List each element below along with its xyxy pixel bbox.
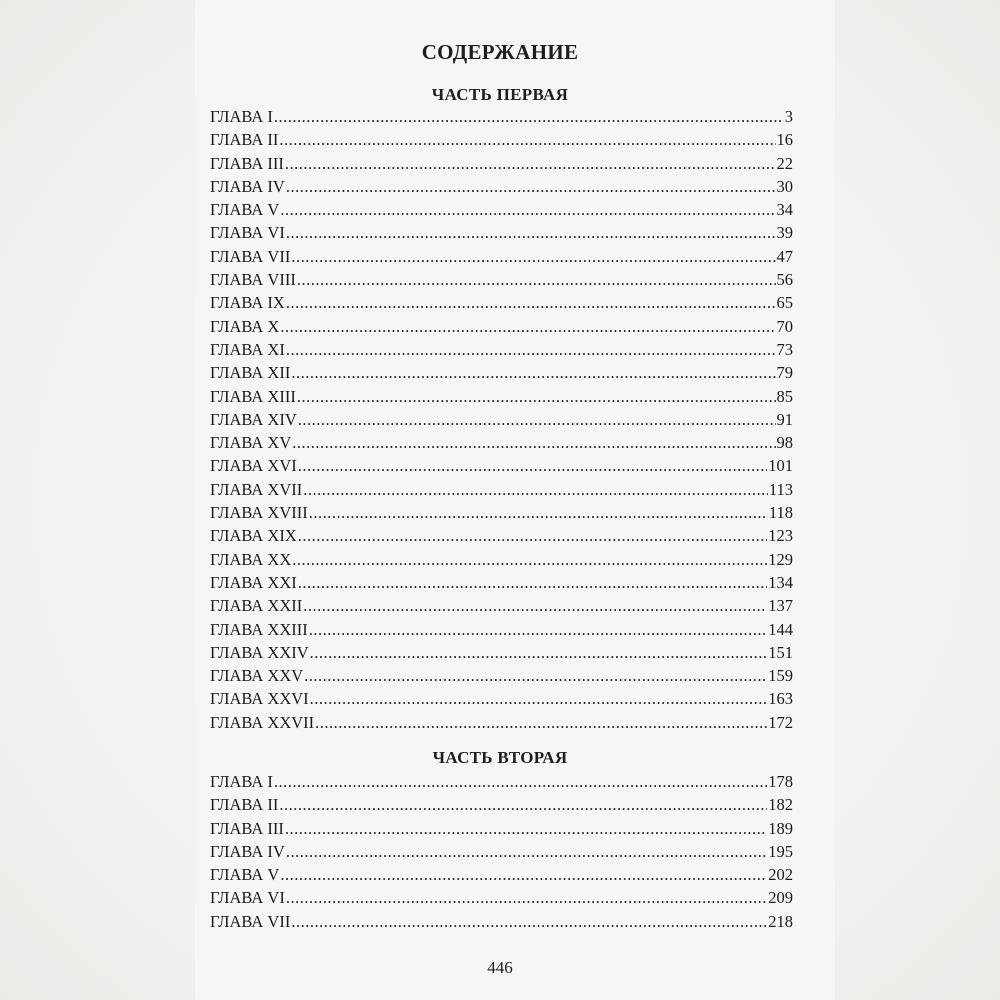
dot-leader bbox=[286, 842, 767, 862]
chapter-name: ГЛАВА XII bbox=[210, 363, 291, 383]
toc-entry bbox=[210, 130, 793, 153]
chapter-name: ГЛАВА XXIII bbox=[210, 619, 308, 639]
chapter-page-number: 129 bbox=[768, 549, 793, 569]
chapter-page-number: 202 bbox=[768, 865, 793, 885]
toc-entry bbox=[210, 456, 793, 479]
toc-entry bbox=[210, 643, 793, 666]
chapter-name: ГЛАВА VII bbox=[210, 911, 291, 931]
dot-leader bbox=[286, 340, 776, 360]
chapter-name: ГЛАВА XIV bbox=[210, 409, 297, 429]
chapter-page-number: 118 bbox=[768, 503, 793, 523]
chapter-name: ГЛАВА IV bbox=[210, 176, 285, 196]
chapter-page-number: 16 bbox=[776, 130, 793, 150]
chapter-name: ГЛАВА XVII bbox=[210, 479, 303, 499]
toc-entry bbox=[210, 433, 793, 456]
toc-entry bbox=[210, 223, 793, 246]
toc-entry bbox=[210, 772, 793, 795]
dot-leader bbox=[303, 596, 767, 616]
chapter-name: ГЛАВА X bbox=[210, 316, 280, 336]
chapter-name: ГЛАВА XIII bbox=[210, 386, 296, 406]
chapter-name: ГЛАВА V bbox=[210, 865, 280, 885]
toc-entry bbox=[210, 363, 793, 386]
chapter-name: ГЛАВА II bbox=[210, 795, 279, 815]
toc-entry bbox=[210, 713, 793, 736]
chapter-name: ГЛАВА XXII bbox=[210, 596, 303, 616]
chapter-page-number: 30 bbox=[776, 176, 793, 196]
chapter-name: ГЛАВА III bbox=[210, 818, 284, 838]
chapter-name: ГЛАВА XIX bbox=[210, 526, 297, 546]
chapter-name: ГЛАВА XVIII bbox=[210, 503, 308, 523]
toc-entry bbox=[210, 387, 793, 410]
dot-leader bbox=[285, 154, 776, 174]
toc-entry bbox=[210, 620, 793, 643]
dot-leader bbox=[298, 526, 768, 546]
toc-entry bbox=[210, 573, 793, 596]
chapter-page-number: 123 bbox=[768, 526, 793, 546]
part-two-toc bbox=[210, 772, 793, 935]
dot-leader bbox=[309, 620, 768, 640]
dot-leader bbox=[274, 107, 784, 127]
chapter-page-number: 65 bbox=[776, 293, 793, 313]
chapter-name: ГЛАВА VI bbox=[210, 223, 285, 243]
chapter-page-number: 209 bbox=[768, 888, 793, 908]
toc-entry bbox=[210, 107, 793, 130]
dot-leader bbox=[297, 387, 776, 407]
toc-entry bbox=[210, 270, 793, 293]
toc-entry bbox=[210, 865, 793, 888]
dot-leader bbox=[291, 363, 775, 383]
chapter-page-number: 144 bbox=[768, 619, 793, 639]
chapter-page-number: 85 bbox=[776, 386, 793, 406]
dot-leader bbox=[292, 433, 775, 453]
dot-leader bbox=[279, 795, 767, 815]
toc-entry bbox=[210, 666, 793, 689]
chapter-page-number: 70 bbox=[776, 316, 793, 336]
toc-entry bbox=[210, 317, 793, 340]
dot-leader bbox=[280, 200, 775, 220]
chapter-name: ГЛАВА XI bbox=[210, 339, 285, 359]
chapter-name: ГЛАВА I bbox=[210, 772, 273, 791]
chapter-page-number: 151 bbox=[768, 642, 793, 662]
toc-entry bbox=[210, 247, 793, 270]
chapter-page-number: 3 bbox=[784, 107, 793, 126]
chapter-name: ГЛАВА IV bbox=[210, 841, 285, 861]
chapter-page-number: 39 bbox=[776, 223, 793, 243]
dot-leader bbox=[274, 772, 767, 792]
chapter-name: ГЛАВА VIII bbox=[210, 270, 296, 290]
chapter-name: ГЛАВА XXV bbox=[210, 666, 304, 686]
chapter-page-number: 47 bbox=[776, 246, 793, 266]
dot-leader bbox=[304, 666, 767, 686]
toc-entry bbox=[210, 410, 793, 433]
chapter-name: ГЛАВА V bbox=[210, 200, 280, 220]
toc-entry bbox=[210, 596, 793, 619]
chapter-name: ГЛАВА XXI bbox=[210, 572, 297, 592]
dot-leader bbox=[292, 550, 767, 570]
toc-entry bbox=[210, 177, 793, 200]
chapter-page-number: 56 bbox=[776, 270, 793, 290]
dot-leader bbox=[310, 689, 768, 709]
dot-leader bbox=[286, 177, 776, 197]
chapter-name: ГЛАВА XXVII bbox=[210, 712, 315, 732]
toc-entry bbox=[210, 200, 793, 223]
chapter-page-number: 22 bbox=[776, 153, 793, 173]
toc-entry bbox=[210, 526, 793, 549]
toc-entry bbox=[210, 689, 793, 712]
dot-leader bbox=[285, 819, 767, 839]
chapter-page-number: 182 bbox=[768, 795, 793, 815]
dot-leader bbox=[291, 247, 775, 267]
chapter-name: ГЛАВА XXVI bbox=[210, 689, 309, 709]
dot-leader bbox=[280, 865, 767, 885]
dot-leader bbox=[286, 888, 767, 908]
chapter-name: ГЛАВА VI bbox=[210, 888, 285, 908]
dot-leader bbox=[279, 130, 775, 150]
chapter-page-number: 98 bbox=[776, 433, 793, 453]
toc-entry bbox=[210, 819, 793, 842]
toc-entry bbox=[210, 795, 793, 818]
toc-entry bbox=[210, 340, 793, 363]
dot-leader bbox=[297, 270, 776, 290]
part-one-title: ЧАСТЬ ПЕРВАЯ bbox=[431, 85, 569, 104]
toc-entry bbox=[210, 154, 793, 177]
dot-leader bbox=[286, 293, 776, 313]
chapter-page-number: 73 bbox=[776, 339, 793, 359]
toc-entry bbox=[210, 503, 793, 526]
toc-entry bbox=[210, 888, 793, 911]
chapter-name: ГЛАВА XVI bbox=[210, 456, 297, 476]
chapter-page-number: 178 bbox=[768, 772, 793, 791]
page-number: 446 bbox=[487, 958, 513, 977]
chapter-page-number: 189 bbox=[768, 818, 793, 838]
contents-heading: СОДЕРЖАНИЕ bbox=[421, 40, 579, 64]
chapter-page-number: 163 bbox=[768, 689, 793, 709]
part-two-title: ЧАСТЬ ВТОРАЯ bbox=[432, 748, 568, 767]
chapter-name: ГЛАВА II bbox=[210, 130, 279, 150]
chapter-page-number: 101 bbox=[768, 456, 793, 476]
toc-entry bbox=[210, 550, 793, 573]
dot-leader bbox=[298, 410, 776, 430]
dot-leader bbox=[280, 317, 775, 337]
chapter-page-number: 172 bbox=[768, 712, 793, 732]
toc-entry bbox=[210, 842, 793, 865]
dot-leader bbox=[298, 573, 768, 593]
dot-leader bbox=[310, 643, 768, 663]
chapter-name: ГЛАВА VII bbox=[210, 246, 291, 266]
chapter-page-number: 218 bbox=[768, 911, 793, 931]
chapter-page-number: 91 bbox=[776, 409, 793, 429]
dot-leader bbox=[286, 223, 776, 243]
chapter-page-number: 137 bbox=[768, 596, 793, 616]
dot-leader bbox=[291, 912, 767, 932]
chapter-page-number: 195 bbox=[768, 841, 793, 861]
chapter-name: ГЛАВА IX bbox=[210, 293, 285, 313]
toc-entry bbox=[210, 480, 793, 503]
dot-leader bbox=[315, 713, 767, 733]
dot-leader bbox=[309, 503, 768, 523]
chapter-page-number: 34 bbox=[776, 200, 793, 220]
chapter-name: ГЛАВА III bbox=[210, 153, 284, 173]
chapter-name: ГЛАВА XX bbox=[210, 549, 292, 569]
chapter-page-number: 113 bbox=[768, 479, 793, 499]
chapter-name: ГЛАВА XV bbox=[210, 433, 292, 453]
toc-entry bbox=[210, 293, 793, 316]
chapter-page-number: 79 bbox=[776, 363, 793, 383]
part-one-toc bbox=[210, 107, 793, 736]
dot-leader bbox=[303, 480, 768, 500]
dot-leader bbox=[298, 456, 768, 476]
chapter-page-number: 159 bbox=[768, 666, 793, 686]
toc-entry bbox=[210, 912, 793, 935]
chapter-name: ГЛАВА XXIV bbox=[210, 642, 309, 662]
chapter-page-number: 134 bbox=[768, 572, 793, 592]
chapter-name: ГЛАВА I bbox=[210, 107, 273, 126]
